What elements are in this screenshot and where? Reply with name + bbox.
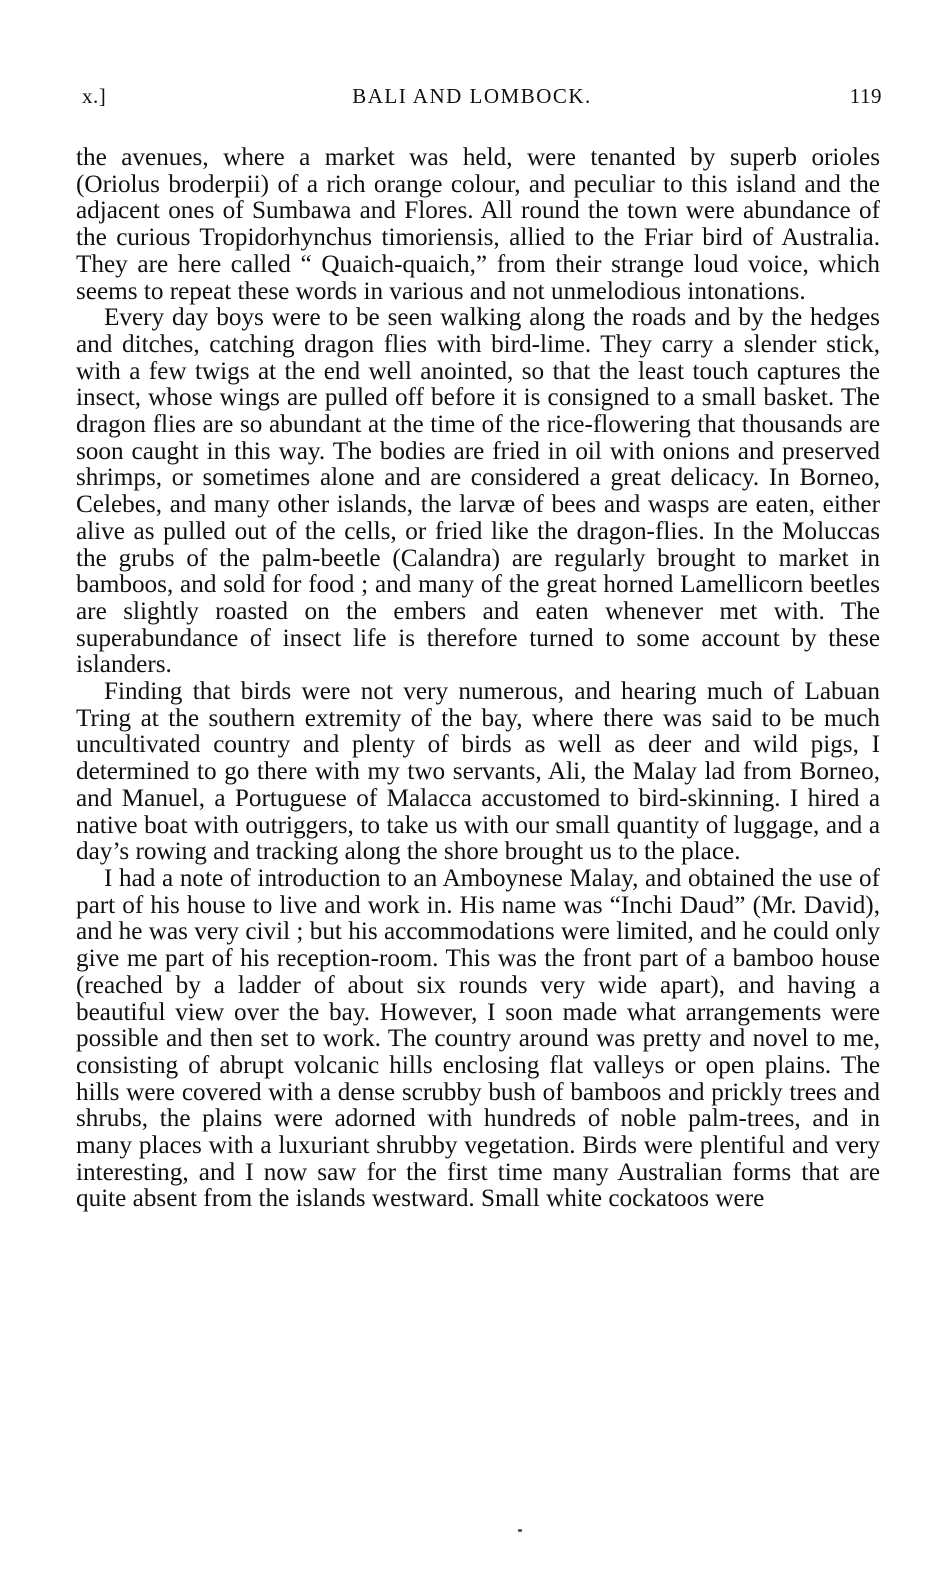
running-title: BALI AND LOMBOCK. (352, 84, 592, 108)
page-number: 119 (849, 84, 882, 108)
paragraph-1: the avenues, where a market was held, were tenanted by superb orioles (Oriolus broderpii) of a rich orange colour, and peculiar to this island and the adjacent ones of Sumbawa and Flores. All round the town were abundance of the curious Tropidorhynchus timoriensis, allied to the Friar bird of Australia. They are here called “ Quaich-quaich,” from their strange loud voice, which seems to repeat these words in various and not unmelodious intonations. (76, 144, 880, 305)
body-text (76, 145, 880, 1213)
print-mark (518, 1529, 522, 1532)
paragraph-2: Every day boys were to be seen walking along the roads and by the hedges and ditches, catching dragon flies with bird-lime. They carry a slender stick, with a few twigs at the end well anointed, so that the least touch captures the insect, whose wings are pulled off before it is consigned to a small basket. The dragon flies are so abundant at the time of the rice-flowering that thousands are soon caught in this way. The bodies are fried in oil with onions and preserved shrimps, or sometimes alone and are considered a great delicacy. In Borneo, Celebes, and many other islands, the larvæ of bees and wasps are eaten, either alive as pulled out of the cells, or fried like the dragon-flies. In the Moluccas the grubs of the palm-beetle (Calandra) are regularly brought to market in bamboos, and sold for food ; and many of the great horned Lamellicorn beetles are slightly roasted on the embers and eaten whenever met with. The superabundance of insect life is therefore turned to some account by these islanders. (76, 304, 880, 679)
running-head (82, 84, 882, 114)
paragraph-3: Finding that birds were not very numerous, and hearing much of Labuan Tring at the southern extremity of the bay, where there was said to be much uncultivated country and plenty of birds as well as deer and wild pigs, I determined to go there with my two servants, Ali, the Malay lad from Borneo, and Manuel, a Portuguese of Malacca accustomed to bird-skinning. I hired a native boat with outriggers, to take us with our small quantity of luggage, and a day’s rowing and tracking along the shore brought us to the place. (76, 678, 880, 866)
paragraph-4: I had a note of introduction to an Amboynese Malay, and obtained the use of part of his house to live and work in. His name was “Inchi Daud” (Mr. David), and he was very civil ; but his accommodations were limited, and he could only give me part of his reception-room. This was the front part of a bamboo house (reached by a ladder of about six rounds very wide apart), and having a beautiful view over the bay. However, I soon made what arrangements were possible and then set to work. The country around was pretty and novel to me, consisting of abrupt volcanic hills enclosing flat valleys or open plains. The hills were covered with a dense scrubby bush of bamboos and prickly trees and shrubs, the plains were adorned with hundreds of noble palm-trees, and in many places with a luxuriant shrubby vegetation. Birds were plentiful and very interesting, and I now saw for the first time many Australian forms that are quite absent from the islands westward. Small white cockatoos were (76, 864, 880, 1213)
chapter-number: x.] (82, 84, 107, 108)
